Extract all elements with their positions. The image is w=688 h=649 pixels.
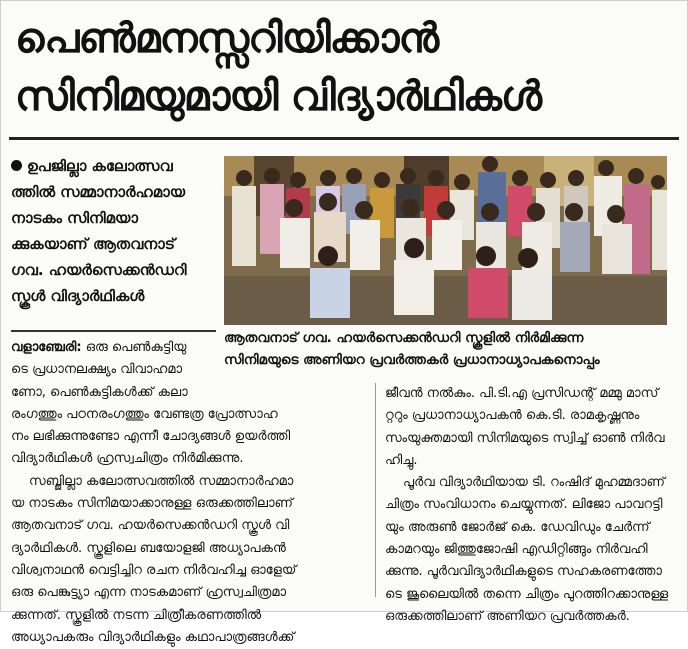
article-column-2: [385, 383, 679, 628]
article-line: ആതവനാട് ഗവ. ഹയർസെക്കൻഡറി സ്കൂൾ വി: [11, 518, 290, 534]
article-line: ജീവൻ നൽകും. പി.ടി.എ പ്രസിഡന്റ് മമ്മു മാസ്: [385, 386, 659, 401]
article-line: ടെ ജൂലൈയിൽ തന്നെ ചിത്രം പുറത്തിറക്കാനുള്ള: [385, 586, 669, 602]
article-column-1: [11, 337, 371, 649]
headline-line-2: സിനിമയുമായി വിദ്യാർഥികൾ: [15, 72, 542, 120]
article-line: ചിത്രം സംവിധാനം ചെയ്യുന്നത്. ലിജോ പാവറട്ടി: [385, 497, 663, 513]
caption-line-2: സിനിമയുടെ അണിയറ പ്രവർത്തകർ പ്രധാനാധ്യാപകനൊപ്പം: [224, 352, 600, 368]
article-line: യ നാടകം സിനിമയാക്കാനുള്ള ഒരുക്കത്തിലാണ്: [11, 496, 293, 512]
column-divider: [375, 383, 376, 597]
article-line: സംയുക്തമായി സിനിമയുടെ സ്വിച്ച് ഓൺ നിർവ: [385, 430, 665, 446]
article-line: വിശ്വനാഥൻ വെട്ടിച്ചിറ രചന നിർവഹിച്ച ഓളേയ്: [11, 562, 297, 578]
group-photo: [224, 156, 667, 325]
subheadline: [11, 153, 219, 309]
article-line: സബ്ജില്ലാ കലോത്സവത്തിൽ സമ്മാനാർഹമാ: [29, 473, 294, 489]
article-line: നം ലഭിക്കുന്നുണ്ടോ എന്നീ ചോദ്യങ്ങൾ ഉയർത്തി: [11, 429, 291, 445]
subhead-line: ക്കുകയാണ് ആതവനാട്: [11, 235, 175, 253]
article-line: ഹിച്ചു.: [385, 452, 418, 468]
article-line: ക്കുന്നു. പൂർവവിദ്യാർഥികളുടെ സഹകരണത്തോ: [385, 564, 662, 580]
subhead-line: ഗവ. ഹയർസെക്കൻഡറി: [11, 261, 187, 279]
article-line: ദ്യാർഥികൾ. സ്കൂളിലെ ബയോളജി അധ്യാപകൻ: [11, 540, 286, 556]
article-line: കാമറയും ജിത്തുജോഷി എഡിറ്റിങ്ങും നിർവഹി: [385, 542, 648, 558]
article-line: ക്കുന്നത്. സ്കൂളിൽ നടന്ന ചിത്രീകരണത്തിൽ: [11, 607, 262, 623]
subhead-line: ത്തിൽ സമ്മാനാർഹമായ: [11, 183, 186, 201]
article-line: ഒരുക്കത്തിലാണ് അണിയറ പ്രവർത്തകർ.: [385, 608, 630, 624]
article-line: ണോ, പെൺകുട്ടികൾക്ക് കലാ: [11, 384, 188, 400]
headline-line-1: പെൺമനസ്സറിയിക്കാൻ: [15, 14, 439, 62]
subhead-line: സ്കൂൾ വിദ്യാർഥികൾ: [11, 287, 145, 305]
article-line: വളാഞ്ചേരി: ഒരു പെൺകുട്ടിയു: [11, 340, 187, 355]
bullet-icon: [11, 160, 22, 171]
article-line: വിദ്യാർഥികൾ ഹ്രസ്വചിത്രം നിർമിക്കുന്നു.: [11, 451, 244, 467]
dateline: വളാഞ്ചേരി:: [11, 340, 82, 355]
subhead-line: ഉപജില്ലാ കലോത്സവ: [11, 153, 219, 179]
article-line: ടെ പ്രധാനലക്ഷ്യം വിവാഹമാ: [11, 362, 183, 378]
article-line: യും അരുൺ ജോർജ് കെ. ഡേവിഡും ചേർന്ന്: [385, 519, 650, 535]
article-line: റ്ററും പ്രധാനാധ്യാപകൻ കെ.ടി. രാമകൃഷ്ണനും: [385, 408, 640, 424]
group-photo-illustration: [224, 156, 667, 325]
article-line: ഒരു പെങ്കുട്ട്യാ എന്ന നാടകമാണ് ഹ്രസ്വചിത്രമാ: [11, 585, 287, 601]
article-line: അധ്യാപകരും വിദ്യാർഥികളും കഥാപാത്രങ്ങൾക്ക്: [11, 629, 295, 645]
article-line: പൂർവ വിദ്യാർഥിയായ ടി. റംഷിദ് മുഹമ്മദാണ്: [403, 475, 665, 491]
headline: [15, 9, 675, 125]
caption-line-1: ആതവനാട് ഗവ. ഹയർസെക്കൻഡറി സ്കൂളിൽ നിർമിക്കുന്ന: [224, 330, 584, 346]
headline-rule: [9, 137, 679, 140]
subhead-rule: [11, 330, 216, 332]
subhead-line: നാടകം സിനിമയാ: [11, 209, 138, 227]
article-line: രംഗത്തും പഠനരംഗത്തും വേണ്ടത്ര പ്രോത്സാഹ: [11, 406, 278, 422]
